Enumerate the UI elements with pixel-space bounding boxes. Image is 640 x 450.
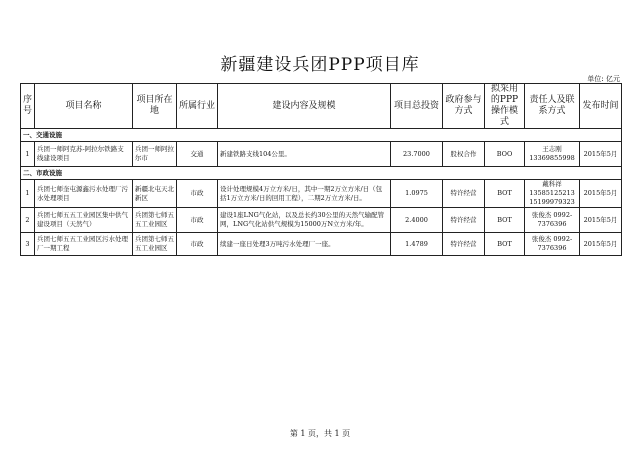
cell-industry: 市政 bbox=[177, 208, 218, 233]
cell-name: 兵团七师五五工业园区污水处理厂一期工程 bbox=[35, 233, 133, 256]
table-row bbox=[21, 233, 622, 256]
section-row bbox=[21, 129, 622, 142]
header-cell-no: 序号 bbox=[21, 84, 35, 129]
cell-location: 兵团一师阿拉尔市 bbox=[133, 142, 177, 167]
cell-investment: 23.7000 bbox=[391, 142, 443, 167]
cell-gov: 特许经营 bbox=[443, 233, 485, 256]
cell-industry: 交通 bbox=[177, 142, 218, 167]
cell-date: 2015年5月 bbox=[580, 208, 622, 233]
header-cell-contact: 责任人及联系方式 bbox=[525, 84, 580, 129]
header-cell-gov: 政府参与方式 bbox=[443, 84, 485, 129]
cell-name: 兵团一师阿克苏-阿拉尔铁路支线建设项目 bbox=[35, 142, 133, 167]
ppp-project-table bbox=[20, 83, 622, 256]
table-row bbox=[21, 208, 622, 233]
cell-date: 2015年5月 bbox=[580, 180, 622, 208]
cell-name: 兵团七师奎屯源鑫污水处理厂污水处理项目 bbox=[35, 180, 133, 208]
header-cell-name: 项目名称 bbox=[35, 84, 133, 129]
table-row bbox=[21, 142, 622, 167]
cell-investment: 1.4789 bbox=[391, 233, 443, 256]
section-row bbox=[21, 167, 622, 180]
cell-gov: 特许经营 bbox=[443, 208, 485, 233]
section-label: 二、市政设施 bbox=[21, 167, 622, 180]
header-cell-date: 发布时间 bbox=[580, 84, 622, 129]
cell-contact: 王志刚 13369855998 bbox=[525, 142, 580, 167]
header-cell-mode: 拟采用的PPP操作模式 bbox=[485, 84, 525, 129]
cell-content: 设计处理规模4万立方米/日，其中一期2万立方米/日（包括1万立方米/日的回用工程），二期2万立方米/日。 bbox=[218, 180, 391, 208]
section-label: 一、交通设施 bbox=[21, 129, 622, 142]
header-cell-investment: 项目总投资 bbox=[391, 84, 443, 129]
cell-gov: 股权合作 bbox=[443, 142, 485, 167]
page-footer: 第 1 页，共 1 页 bbox=[289, 429, 351, 438]
cell-no: 1 bbox=[21, 180, 35, 208]
cell-gov: 特许经营 bbox=[443, 180, 485, 208]
cell-investment: 1.0975 bbox=[391, 180, 443, 208]
cell-contact: 张俊杰 0992-7376396 bbox=[525, 208, 580, 233]
cell-no: 2 bbox=[21, 208, 35, 233]
table-row bbox=[21, 180, 622, 208]
cell-date: 2015年5月 bbox=[580, 233, 622, 256]
cell-contact: 张俊杰 0992-7376396 bbox=[525, 233, 580, 256]
cell-contact: 戴科祥 13585125213 15199979323 bbox=[525, 180, 580, 208]
cell-content: 建设1座LNG气化站，以及总长约30公里的天然气输配管网，LNG气化站供气规模为15000万N立方米/年。 bbox=[218, 208, 391, 233]
header-cell-location: 项目所在地 bbox=[133, 84, 177, 129]
cell-location: 兵团第七师五五工业园区 bbox=[133, 233, 177, 256]
cell-content: 新建铁路支线104公里。 bbox=[218, 142, 391, 167]
cell-investment: 2.4000 bbox=[391, 208, 443, 233]
cell-mode: BOT bbox=[485, 233, 525, 256]
cell-content: 续建一座日处理3万吨污水处理厂一座。 bbox=[218, 233, 391, 256]
header-row bbox=[21, 84, 622, 129]
cell-mode: BOT bbox=[485, 208, 525, 233]
header-cell-industry: 所属行业 bbox=[177, 84, 218, 129]
cell-no: 3 bbox=[21, 233, 35, 256]
cell-mode: BOO bbox=[485, 142, 525, 167]
cell-industry: 市政 bbox=[177, 180, 218, 208]
cell-industry: 市政 bbox=[177, 233, 218, 256]
cell-name: 兵团七师五五工业园区集中供气建设项目（天然气） bbox=[35, 208, 133, 233]
header-cell-content: 建设内容及规模 bbox=[218, 84, 391, 129]
document-title: 新疆建设兵团PPP项目库 bbox=[220, 55, 420, 75]
cell-date: 2015年5月 bbox=[580, 142, 622, 167]
cell-mode: BOT bbox=[485, 180, 525, 208]
unit-label: 单位: 亿元 bbox=[587, 75, 620, 83]
cell-location: 新疆北屯天北新区 bbox=[133, 180, 177, 208]
cell-location: 兵团第七师五五工业园区 bbox=[133, 208, 177, 233]
cell-no: 1 bbox=[21, 142, 35, 167]
